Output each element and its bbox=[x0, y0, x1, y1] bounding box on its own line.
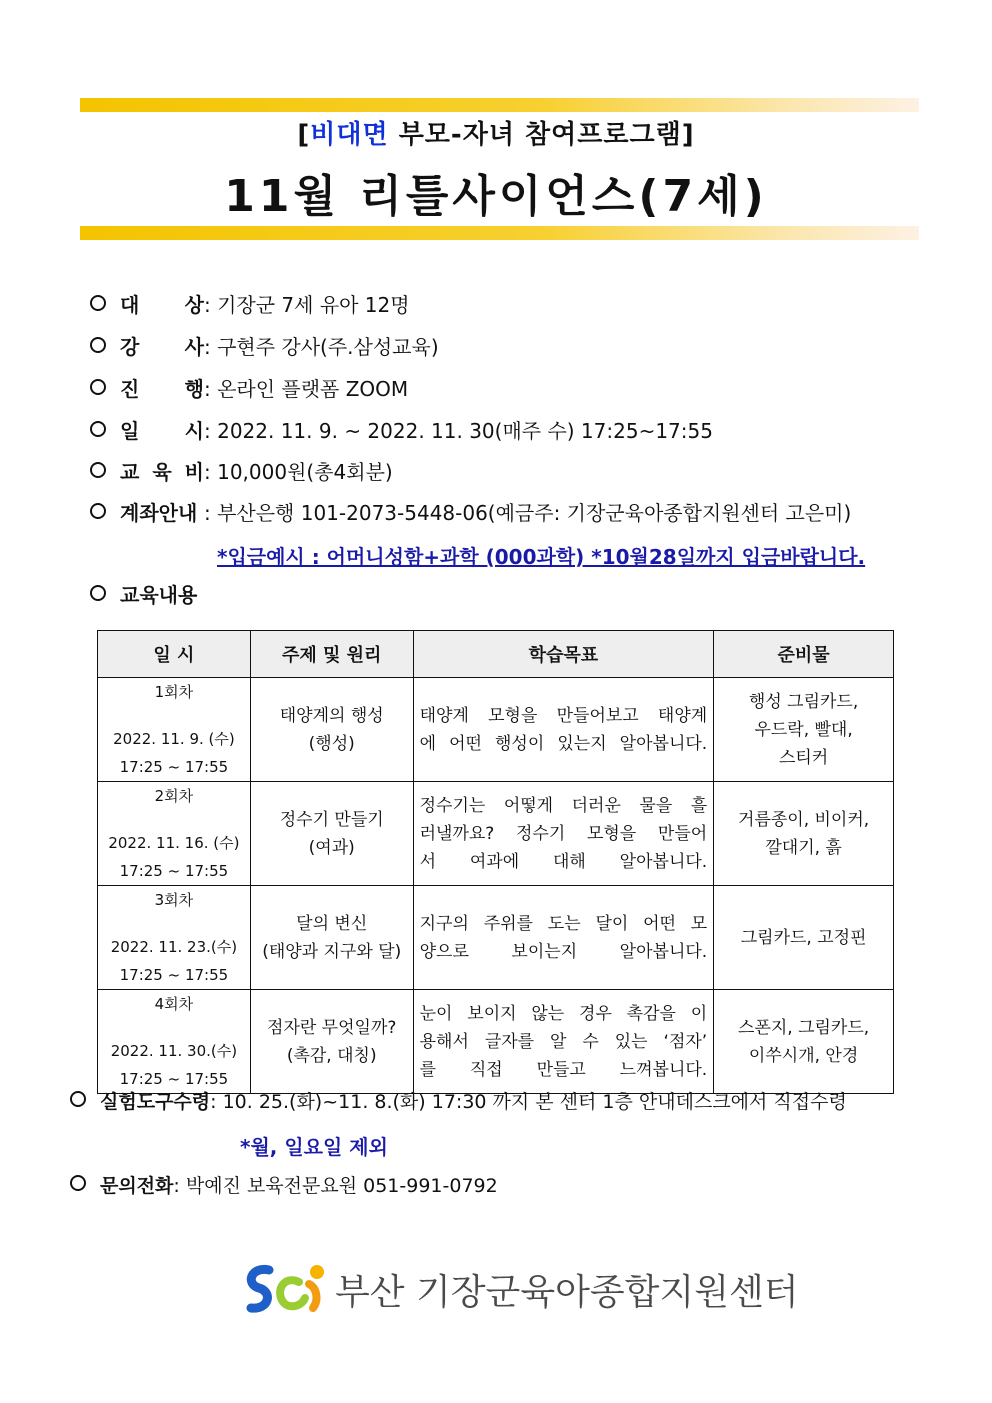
topic-cell: 달의 변신 (태양과 지구와 달) bbox=[250, 886, 413, 990]
bullet-circle-icon bbox=[90, 379, 106, 395]
table-row bbox=[98, 678, 894, 782]
info-instructor: 강 사: 구현주 강사(주.삼성교육) bbox=[90, 333, 439, 361]
info-schedule: 일 시: 2022. 11. 9. ~ 2022. 11. 30(매주 수) 17:25~17:55 bbox=[90, 417, 713, 445]
info-target: 대 상: 기장군 7세 유아 12명 bbox=[90, 291, 410, 319]
session-cell: 3회차 2022. 11. 23.(수) 17:25 ~ 17:55 bbox=[98, 886, 251, 990]
materials-cell: 그림카드, 고정핀 bbox=[714, 886, 894, 990]
bullet-circle-icon bbox=[90, 503, 106, 519]
bullet-circle-icon bbox=[90, 462, 106, 478]
session-cell: 2회차 2022. 11. 16. (수) 17:25 ~ 17:55 bbox=[98, 782, 251, 886]
info-fee: 교 육 비: 10,000원(총4회분) bbox=[90, 458, 393, 486]
table-row bbox=[98, 990, 894, 1094]
info-method: 진 행: 온라인 플랫폼 ZOOM bbox=[90, 375, 408, 403]
materials-cell: 행성 그림카드, 우드락, 빨대, 스티커 bbox=[714, 678, 894, 782]
topic-cell: 정수기 만들기 (여과) bbox=[250, 782, 413, 886]
goal-cell: 정수기는 어떻게 더러운 물을 흘 러낼까요? 정수기 모형을 만들어 서 여과에 대해 알아봅니다. bbox=[413, 782, 714, 886]
col-header-materials: 준비물 bbox=[714, 631, 894, 678]
bullet-circle-icon bbox=[70, 1091, 86, 1107]
bullet-circle-icon bbox=[70, 1175, 86, 1191]
equipment-pickup: 실험도구수령: 10. 25.(화)~11. 8.(화) 17:30 까지 본 센터 1층 안내데스크에서 직접수령 bbox=[70, 1088, 847, 1116]
header-top-bar bbox=[80, 98, 919, 112]
info-account: 계좌안내 : 부산은행 101-2073-5448-06(예금주: 기장군육아종합지원센터 고은미) bbox=[90, 499, 851, 527]
session-cell: 4회차 2022. 11. 30.(수) 17:25 ~ 17:55 bbox=[98, 990, 251, 1094]
table-row bbox=[98, 782, 894, 886]
goal-cell: 태양계 모형을 만들어보고 태양계 에 어떤 행성이 있는지 알아봅니다. bbox=[413, 678, 714, 782]
footer-logo bbox=[243, 1258, 799, 1318]
bullet-circle-icon bbox=[90, 295, 106, 311]
content-heading: 교육내용 bbox=[90, 581, 197, 609]
col-header-topic: 주제 및 원리 bbox=[250, 631, 413, 678]
bullet-circle-icon bbox=[90, 337, 106, 353]
session-cell: 1회차 2022. 11. 9. (수) 17:25 ~ 17:55 bbox=[98, 678, 251, 782]
bullet-circle-icon bbox=[90, 421, 106, 437]
table-header-row bbox=[98, 631, 894, 678]
non-face-to-face-label: 비대면 bbox=[310, 120, 389, 150]
bullet-circle-icon bbox=[90, 585, 106, 601]
center-name: 부산 기장군육아종합지원센터 bbox=[335, 1272, 799, 1313]
page-title: 11월 리틀사이언스(7세) bbox=[224, 171, 768, 222]
materials-cell: 거름종이, 비이커, 깔대기, 흙 bbox=[714, 782, 894, 886]
center-logo-icon bbox=[243, 1258, 333, 1318]
header-bottom-bar bbox=[80, 226, 919, 240]
col-header-goal: 학습목표 bbox=[413, 631, 714, 678]
col-header-date: 일 시 bbox=[98, 631, 251, 678]
pickup-note: *월, 일요일 제외 bbox=[240, 1135, 388, 1159]
table-row bbox=[98, 886, 894, 990]
topic-cell: 점자란 무엇일까? (촉감, 대칭) bbox=[250, 990, 413, 1094]
deposit-note: *입금예시 : 어머니성함+과학 (000과학) *10월28일까지 입금바랍니다. bbox=[217, 545, 866, 569]
goal-cell: 지구의 주위를 도는 달이 어떤 모 양으로 보이는지 알아봅니다. bbox=[413, 886, 714, 990]
program-subtitle: [비대면 부모-자녀 참여프로그램] bbox=[297, 120, 695, 150]
materials-cell: 스폰지, 그림카드, 이쑤시개, 안경 bbox=[714, 990, 894, 1094]
contact-phone: 문의전화: 박예진 보육전문요원 051-991-0792 bbox=[70, 1172, 498, 1200]
goal-cell: 눈이 보이지 않는 경우 촉감을 이 용해서 글자를 알 수 있는 ‘점자’ 를 직접 만들고 느껴봅니다. bbox=[413, 990, 714, 1094]
topic-cell: 태양계의 행성 (행성) bbox=[250, 678, 413, 782]
schedule-table bbox=[97, 630, 894, 1094]
